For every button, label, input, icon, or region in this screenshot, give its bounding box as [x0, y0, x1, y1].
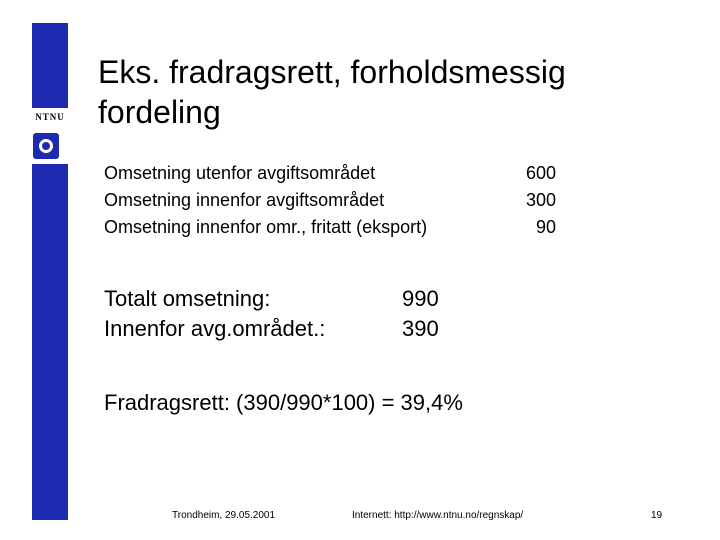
- total-label: Innenfor avg.området.:: [104, 316, 326, 341]
- total-label: Totalt omsetning:: [104, 286, 271, 311]
- revenue-row: [104, 214, 560, 241]
- footer-internet-link[interactable]: Internett: http://www.ntnu.no/regnskap/: [352, 510, 524, 521]
- row-value: 300: [525, 190, 556, 210]
- row-value: 600: [525, 163, 556, 183]
- revenue-row: [104, 160, 560, 187]
- row-label: Omsetning innenfor omr., fritatt (eksport): [104, 217, 428, 237]
- total-row: [104, 284, 464, 314]
- revenue-row: [104, 187, 560, 214]
- row-label: Omsetning utenfor avgiftsområdet: [104, 163, 376, 183]
- ntnu-logo-text: NTNU: [35, 112, 65, 122]
- deduction-result: Fradragsrett: (390/990*100) = 39,4%: [104, 390, 463, 415]
- totals-block: [104, 284, 464, 344]
- left-sidebar-bar: [32, 23, 68, 520]
- footer-page-number: 19: [651, 510, 663, 521]
- total-value: 390: [402, 316, 439, 341]
- ntnu-logo-icon: [33, 133, 59, 159]
- total-value: 990: [402, 286, 439, 311]
- row-label: Omsetning innenfor avgiftsområdet: [104, 190, 385, 210]
- slide-title: Eks. fradragsrett, forholdsmessig fordeling: [98, 54, 566, 130]
- revenue-table: [104, 160, 560, 241]
- row-value: 90: [535, 217, 556, 237]
- total-row: [104, 314, 464, 344]
- footer-place-date: Trondheim, 29.05.2001: [172, 510, 276, 521]
